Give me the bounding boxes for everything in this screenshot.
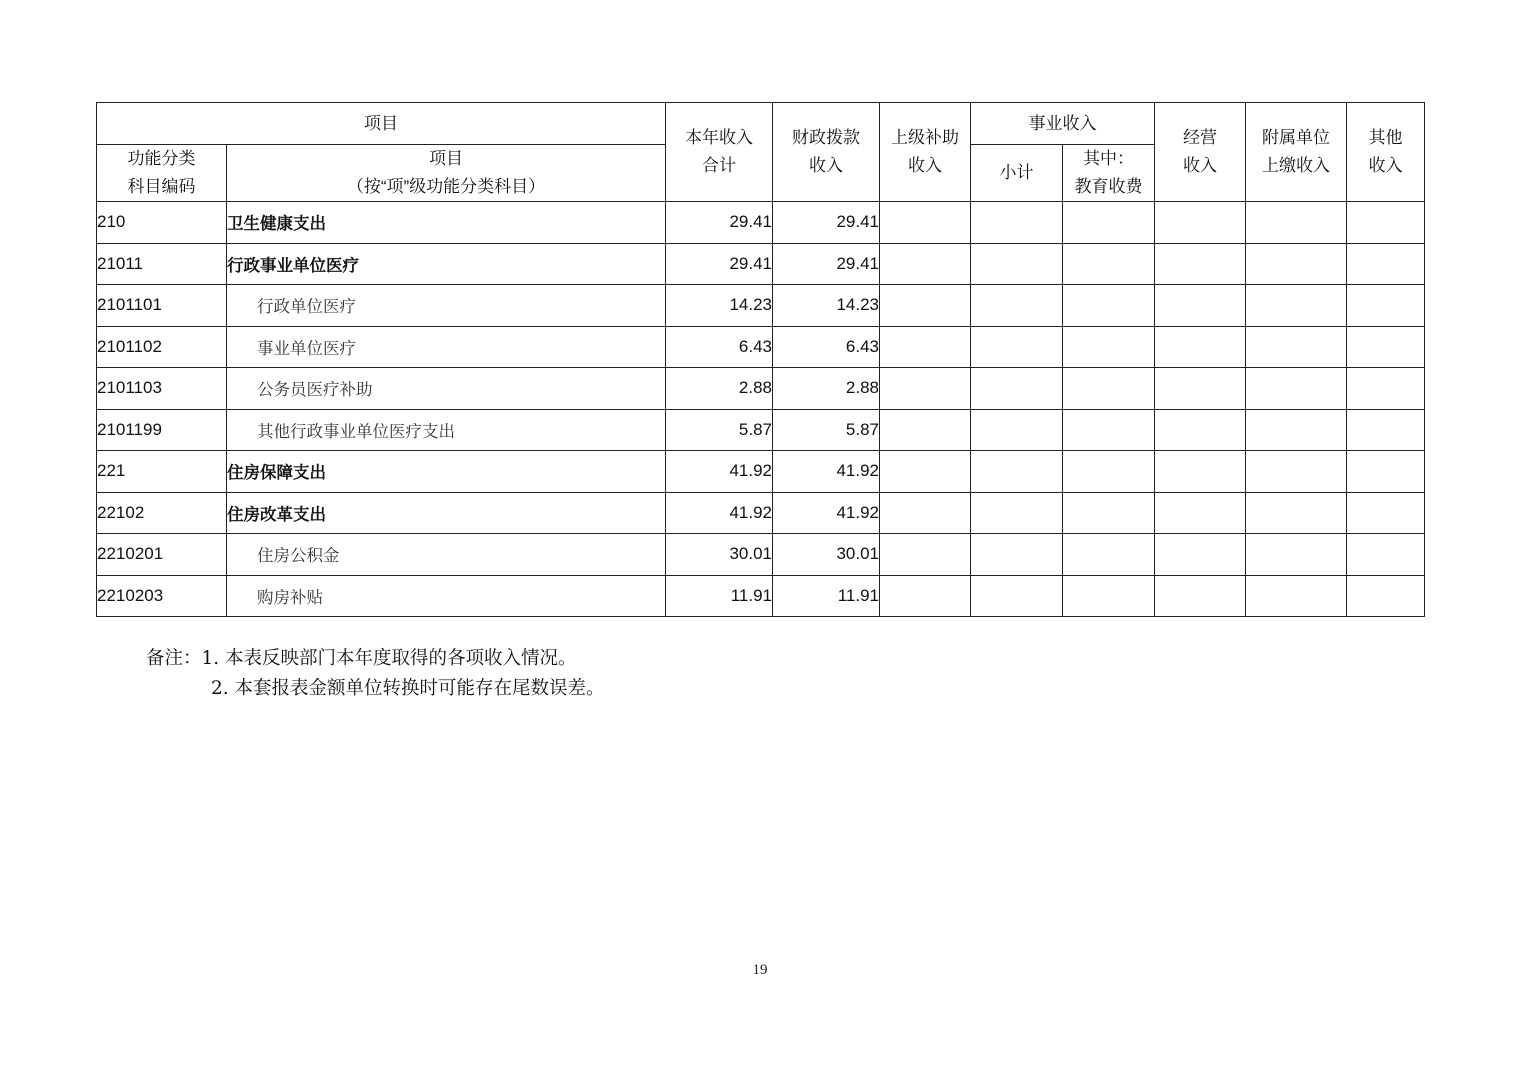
header-education-line1: 其中： bbox=[1083, 149, 1134, 168]
header-other-line1: 其他 bbox=[1368, 128, 1403, 147]
header-education-line2: 教育收费 bbox=[1074, 177, 1143, 196]
row-affiliated bbox=[1246, 451, 1347, 493]
row-other bbox=[1347, 243, 1425, 285]
header-superior-line2: 收入 bbox=[908, 156, 942, 175]
row-code: 221 bbox=[97, 451, 227, 493]
row-total: 29.41 bbox=[666, 243, 773, 285]
row-subtotal bbox=[971, 534, 1063, 576]
table-row bbox=[97, 368, 1425, 410]
row-operating bbox=[1155, 451, 1246, 493]
row-affiliated bbox=[1246, 492, 1347, 534]
header-operating-line2: 收入 bbox=[1183, 156, 1217, 175]
header-affiliated-line1: 附属单位 bbox=[1262, 128, 1330, 147]
row-other bbox=[1347, 409, 1425, 451]
header-subtotal: 小计 bbox=[971, 145, 1063, 202]
row-superior bbox=[880, 243, 971, 285]
row-fiscal: 41.92 bbox=[773, 451, 880, 493]
header-function-code-line1: 功能分类 bbox=[127, 149, 196, 168]
row-name: 事业单位医疗 bbox=[227, 326, 666, 368]
header-item-name bbox=[227, 145, 666, 202]
row-other bbox=[1347, 285, 1425, 327]
row-operating bbox=[1155, 202, 1246, 244]
table-row bbox=[97, 492, 1425, 534]
row-affiliated bbox=[1246, 534, 1347, 576]
row-fiscal: 14.23 bbox=[773, 285, 880, 327]
header-item-line2: （按“项”级功能分类科目） bbox=[346, 177, 546, 196]
row-subtotal bbox=[971, 202, 1063, 244]
row-code: 2101103 bbox=[97, 368, 227, 410]
table-row bbox=[97, 285, 1425, 327]
row-total: 14.23 bbox=[666, 285, 773, 327]
row-name: 卫生健康支出 bbox=[227, 202, 666, 244]
row-other bbox=[1347, 326, 1425, 368]
row-affiliated bbox=[1246, 368, 1347, 410]
row-superior bbox=[880, 451, 971, 493]
row-total: 29.41 bbox=[666, 202, 773, 244]
row-other bbox=[1347, 368, 1425, 410]
row-total: 2.88 bbox=[666, 368, 773, 410]
row-fiscal: 6.43 bbox=[773, 326, 880, 368]
row-superior bbox=[880, 575, 971, 617]
row-name: 住房公积金 bbox=[227, 534, 666, 576]
header-affiliated-income bbox=[1246, 103, 1347, 202]
table-row bbox=[97, 534, 1425, 576]
row-total: 30.01 bbox=[666, 534, 773, 576]
row-name: 其他行政事业单位医疗支出 bbox=[227, 409, 666, 451]
row-superior bbox=[880, 202, 971, 244]
table-row bbox=[97, 202, 1425, 244]
header-affiliated-line2: 上缴收入 bbox=[1262, 156, 1330, 175]
row-superior bbox=[880, 368, 971, 410]
row-subtotal bbox=[971, 285, 1063, 327]
note-line-1: 备注：1. 本表反映部门本年度取得的各项收入情况。 bbox=[146, 648, 577, 669]
row-code: 2210201 bbox=[97, 534, 227, 576]
row-subtotal bbox=[971, 575, 1063, 617]
table-row bbox=[97, 326, 1425, 368]
header-function-code bbox=[97, 145, 227, 202]
row-subtotal bbox=[971, 368, 1063, 410]
row-education bbox=[1063, 451, 1155, 493]
row-fiscal: 41.92 bbox=[773, 492, 880, 534]
row-total: 5.87 bbox=[666, 409, 773, 451]
row-education bbox=[1063, 326, 1155, 368]
row-superior bbox=[880, 534, 971, 576]
table-row bbox=[97, 575, 1425, 617]
row-code: 2101102 bbox=[97, 326, 227, 368]
row-code: 22102 bbox=[97, 492, 227, 534]
header-function-code-line2: 科目编码 bbox=[127, 177, 196, 196]
row-affiliated bbox=[1246, 285, 1347, 327]
row-subtotal bbox=[971, 326, 1063, 368]
row-affiliated bbox=[1246, 326, 1347, 368]
row-subtotal bbox=[971, 409, 1063, 451]
table-row bbox=[97, 451, 1425, 493]
row-education bbox=[1063, 492, 1155, 534]
row-fiscal: 2.88 bbox=[773, 368, 880, 410]
row-operating bbox=[1155, 285, 1246, 327]
header-item-group: 项目 bbox=[97, 103, 666, 145]
row-name: 住房改革支出 bbox=[227, 492, 666, 534]
row-total: 41.92 bbox=[666, 492, 773, 534]
row-other bbox=[1347, 451, 1425, 493]
header-total-income bbox=[666, 103, 773, 202]
table-row bbox=[97, 409, 1425, 451]
row-name: 行政单位医疗 bbox=[227, 285, 666, 327]
row-total: 11.91 bbox=[666, 575, 773, 617]
header-superior-subsidy bbox=[880, 103, 971, 202]
row-other bbox=[1347, 575, 1425, 617]
header-fiscal-line1: 财政拨款 bbox=[792, 128, 860, 147]
row-education bbox=[1063, 409, 1155, 451]
row-operating bbox=[1155, 534, 1246, 576]
header-item-line1: 项目 bbox=[429, 149, 463, 168]
row-superior bbox=[880, 326, 971, 368]
row-education bbox=[1063, 285, 1155, 327]
row-name: 购房补贴 bbox=[227, 575, 666, 617]
row-operating bbox=[1155, 368, 1246, 410]
row-affiliated bbox=[1246, 409, 1347, 451]
row-operating bbox=[1155, 492, 1246, 534]
row-code: 21011 bbox=[97, 243, 227, 285]
row-subtotal bbox=[971, 243, 1063, 285]
row-other bbox=[1347, 202, 1425, 244]
row-subtotal bbox=[971, 451, 1063, 493]
row-code: 2210203 bbox=[97, 575, 227, 617]
row-name: 住房保障支出 bbox=[227, 451, 666, 493]
row-affiliated bbox=[1246, 575, 1347, 617]
row-operating bbox=[1155, 243, 1246, 285]
header-fiscal-line2: 收入 bbox=[809, 156, 843, 175]
row-other bbox=[1347, 492, 1425, 534]
header-operating-income bbox=[1155, 103, 1246, 202]
row-total: 41.92 bbox=[666, 451, 773, 493]
row-fiscal: 29.41 bbox=[773, 243, 880, 285]
row-superior bbox=[880, 492, 971, 534]
header-other-income bbox=[1347, 103, 1425, 202]
header-superior-line1: 上级补助 bbox=[891, 128, 959, 147]
row-fiscal: 29.41 bbox=[773, 202, 880, 244]
table-notes bbox=[146, 644, 605, 704]
row-operating bbox=[1155, 326, 1246, 368]
row-code: 2101199 bbox=[97, 409, 227, 451]
row-name: 行政事业单位医疗 bbox=[227, 243, 666, 285]
header-fiscal-income bbox=[773, 103, 880, 202]
table-row bbox=[97, 243, 1425, 285]
row-affiliated bbox=[1246, 202, 1347, 244]
note-line-2: 2. 本套报表金额单位转换时可能存在尾数误差。 bbox=[211, 678, 605, 699]
header-operating-line1: 经营 bbox=[1183, 128, 1217, 147]
row-operating bbox=[1155, 409, 1246, 451]
row-other bbox=[1347, 534, 1425, 576]
row-education bbox=[1063, 202, 1155, 244]
row-education bbox=[1063, 243, 1155, 285]
row-affiliated bbox=[1246, 243, 1347, 285]
row-subtotal bbox=[971, 492, 1063, 534]
row-operating bbox=[1155, 575, 1246, 617]
row-education bbox=[1063, 575, 1155, 617]
row-superior bbox=[880, 285, 971, 327]
row-code: 210 bbox=[97, 202, 227, 244]
row-education bbox=[1063, 534, 1155, 576]
row-fiscal: 11.91 bbox=[773, 575, 880, 617]
header-total-line1: 本年收入 bbox=[685, 128, 753, 147]
header-business-income: 事业收入 bbox=[971, 103, 1155, 145]
row-code: 2101101 bbox=[97, 285, 227, 327]
income-table bbox=[96, 102, 1425, 617]
row-name: 公务员医疗补助 bbox=[227, 368, 666, 410]
page-number: 19 bbox=[752, 962, 768, 978]
row-fiscal: 5.87 bbox=[773, 409, 880, 451]
header-other-line2: 收入 bbox=[1368, 156, 1403, 175]
row-education bbox=[1063, 368, 1155, 410]
header-total-line2: 合计 bbox=[702, 156, 736, 175]
row-superior bbox=[880, 409, 971, 451]
row-total: 6.43 bbox=[666, 326, 773, 368]
row-fiscal: 30.01 bbox=[773, 534, 880, 576]
header-education-fee bbox=[1063, 145, 1155, 202]
